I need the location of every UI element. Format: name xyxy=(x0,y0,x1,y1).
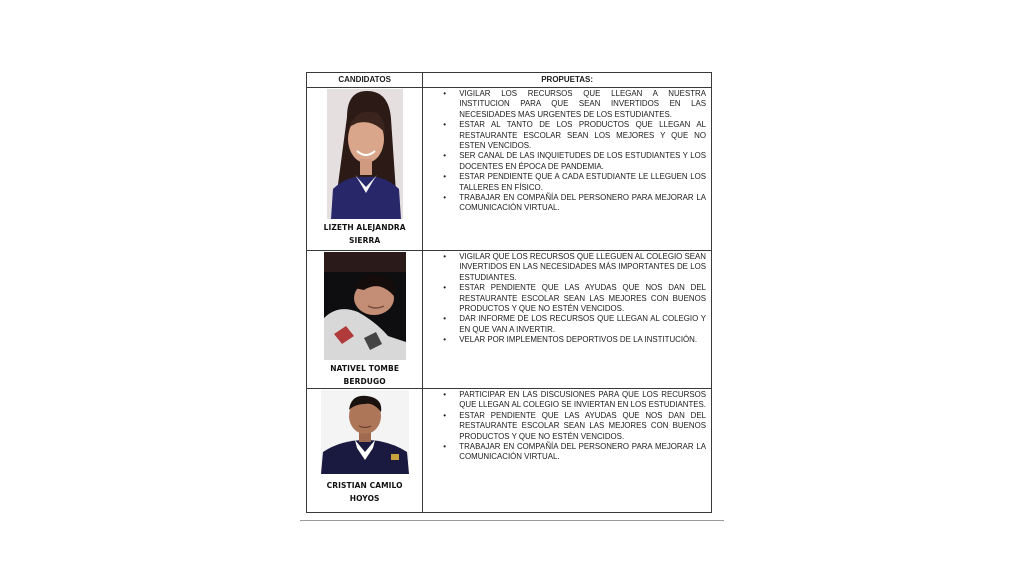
proposal-item: • ESTAR AL TANTO DE LOS PRODUCTOS QUE LLEGAN AL RESTAURANTE ESCOLAR SEAN LOS MEJORES Y QUE NO ESTEN VENCIDOS. xyxy=(459,120,706,151)
page-divider xyxy=(300,520,724,521)
header-candidates: CANDIDATOS xyxy=(307,73,423,88)
proposal-item: • TRABAJAR EN COMPAÑÍA DEL PERSONERO PARA MEJORAR LA COMUNICACIÓN VIRTUAL. xyxy=(459,442,706,463)
header-proposals: PROPUETAS: xyxy=(423,73,712,88)
candidate-photo-2 xyxy=(324,252,406,360)
candidate-cell xyxy=(307,88,423,251)
candidate-cell xyxy=(307,251,423,389)
proposal-item: • VIGILAR LOS RECURSOS QUE LLEGAN A NUESTRA INSTITUCION PARA QUE SEAN INVERTIDOS EN LAS NECESIDADES MAS URGENTES DE LOS ESTUDIANTES. xyxy=(459,89,706,120)
proposals-cell xyxy=(423,88,712,251)
table-row xyxy=(307,251,712,389)
candidate-photo-3 xyxy=(321,390,409,474)
proposal-item: • DAR INFORME DE LOS RECURSOS QUE LLEGAN AL COLEGIO Y EN QUE VAN A INVERTIR. xyxy=(459,314,706,335)
proposals-list xyxy=(423,88,711,216)
proposal-item: • TRABAJAR EN COMPAÑÍA DEL PERSONERO PARA MEJORAR LA COMUNICACIÓN VIRTUAL. xyxy=(459,193,706,214)
table-row xyxy=(307,88,712,251)
proposal-item: • SER CANAL DE LAS INQUIETUDES DE LOS ESTUDIANTES Y LOS DOCENTES EN ÉPOCA DE PANDEMIA. xyxy=(459,151,706,172)
table-row xyxy=(307,389,712,513)
candidate-name: CRISTIAN CAMILO HOYOS xyxy=(326,481,403,503)
proposal-item: • VELAR POR IMPLEMENTOS DEPORTIVOS DE LA INSTITUCIÓN. xyxy=(459,335,706,345)
candidate-cell xyxy=(307,389,423,513)
proposal-item: • ESTAR PENDIENTE QUE A CADA ESTUDIANTE LE LLEGUEN LOS TALLERES EN FÍSICO. xyxy=(459,172,706,193)
candidate-photo-1 xyxy=(327,89,403,219)
proposals-cell xyxy=(423,251,712,389)
candidate-name: NATIVEL TOMBE BERDUGO xyxy=(330,364,400,386)
proposal-item: • ESTAR PENDIENTE QUE LAS AYUDAS QUE NOS DAN DEL RESTAURANTE ESCOLAR SEAN LAS MEJORES CON BUENOS PRODUCTOS Y QUE NO ESTÉN VENCIDOS. xyxy=(459,283,706,314)
proposal-item: • VIGILAR QUE LOS RECURSOS QUE LLEGUEN AL COLEGIO SEAN INVERTIDOS EN LAS NECESIDADES MÁS IMPORTANTES DE LOS ESTUDIANTES. xyxy=(459,252,706,283)
table-header-row xyxy=(307,73,712,88)
proposal-item: • ESTAR PENDIENTE QUE LAS AYUDAS QUE NOS DAN DEL RESTAURANTE ESCOLAR SEAN LAS MEJORES CON BUENOS PRODUCTOS Y QUE NO ESTÉN VENCIDOS. xyxy=(459,411,706,442)
candidates-table xyxy=(306,72,712,513)
proposals-cell xyxy=(423,389,712,513)
proposals-list xyxy=(423,389,711,465)
candidate-name: LIZETH ALEJANDRA SIERRA xyxy=(323,223,406,245)
proposal-item: • PARTICIPAR EN LAS DISCUSIONES PARA QUE LOS RECURSOS QUE LLEGAN AL COLEGIO SE INVIERTAN EN LOS ESTUDIANTES. xyxy=(459,390,706,411)
proposals-list xyxy=(423,251,711,348)
